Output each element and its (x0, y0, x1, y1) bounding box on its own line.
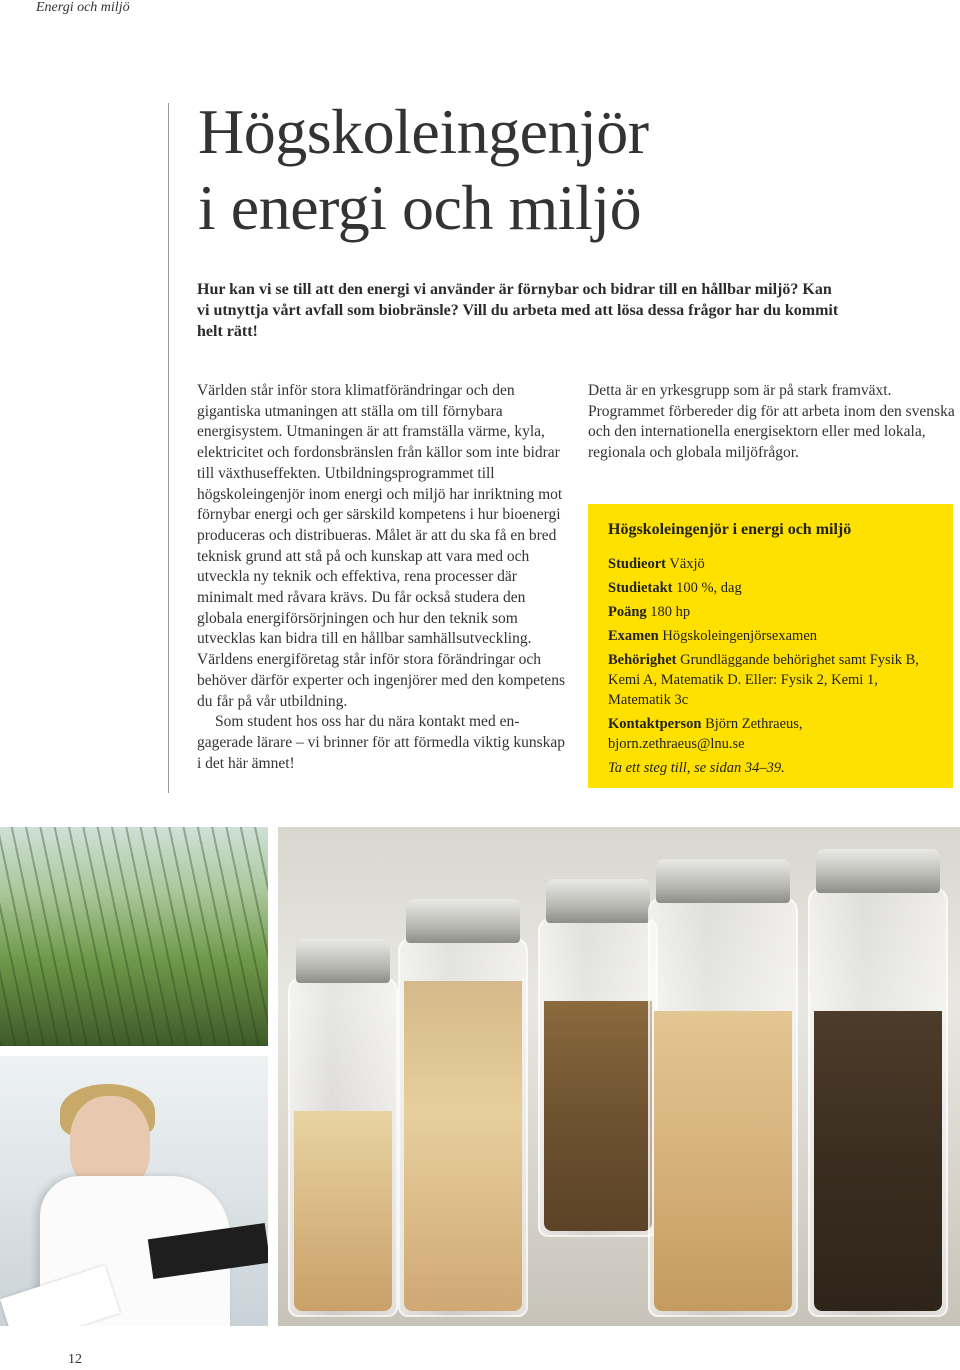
title-line-1: Högskoleingenjör (198, 96, 649, 167)
fact-label: Behörighet (608, 652, 677, 668)
fact-value: 180 hp (650, 604, 691, 620)
sample-jar (398, 937, 528, 1317)
jar-cap (816, 849, 940, 893)
fact-value: 100 %, dag (676, 580, 742, 596)
jar-contents (654, 1011, 792, 1311)
sample-jar (808, 887, 948, 1317)
body-column-left (197, 381, 567, 774)
fact-value: Växjö (669, 556, 705, 572)
jar-contents (544, 1001, 652, 1231)
lab-technician-photo (0, 1056, 268, 1326)
fact-label: Studietakt (608, 580, 673, 596)
seedlings-photo (0, 827, 268, 1046)
program-fact-box (588, 504, 953, 788)
jar-cap (406, 899, 520, 943)
jar-contents (294, 1111, 392, 1311)
fact-label: Poäng (608, 604, 647, 620)
sample-jar (648, 897, 798, 1317)
fact-row-studieort (608, 554, 933, 574)
fact-value: Högskoleingenjörsexamen (662, 628, 818, 644)
page-number: 12 (68, 1352, 82, 1367)
fact-box-note: Ta ett steg till, se sidan 34–39. (608, 760, 785, 776)
jar-cap (656, 859, 790, 903)
body-paragraph: Världen står inför stora klimatförändringar och den gigantiska utmaningen att ställa om till förnybara energisystem. Utmaningen är att framställa värme, kyla, elektricitet och fordonsbränslen från källor som inte bidrar till växthuseffekten. Utbildningsprogrammet till högskoleingenjör inom energi och miljö har inriktning mot förnybar energi och ger särskild kompetens i hur bioenergi produceras och distribueras. Målet är att du ska få en bred teknisk grund att stå på och kunskap att vara med och utveckla ny teknik och effektiva, rena processer där minimalt med råvara krävs. Du får också studera den globala energiförsörjningen och hur den teknik som utvecklas kan bidra till en hållbar samhällsutveckling. Världens energiföretag står inför stora förändringar och behöver därför experter och ingenjörer med den kompetens du får på vår utbildning. (197, 382, 565, 710)
running-head: Energi och miljö (36, 0, 130, 15)
fact-label: Kontaktperson (608, 716, 702, 732)
page-title (198, 94, 649, 246)
body-paragraph: Som student hos oss har du nära kontakt med engagerade lärare – vi brinner för att förmedla viktig kunskap i det här ämnet! (197, 713, 565, 772)
fact-value: Björn Zethraeus, bjorn.zethraeus@lnu.se (608, 716, 803, 752)
lead-paragraph: Hur kan vi se till att den energi vi använder är förnybar och bidrar till en hållbar miljö? Kan vi utnyttja vårt avfall som biobränsle? Vill du arbeta med att lösa dessa frågor har du kommit helt rätt! (197, 281, 839, 340)
fact-row-behorighet (608, 650, 933, 710)
body-paragraph: Detta är en yrkesgrupp som är på stark framväxt. Programmet förbereder dig för att arbeta inom den svenska och den internationella energisektorn eller med lokala, regionala och globala miljöfrågor. (588, 382, 955, 462)
fact-row-studietakt (608, 578, 933, 598)
fact-label: Studieort (608, 556, 666, 572)
sample-jar (288, 977, 398, 1317)
fact-box-title: Högskoleingenjör i energi och miljö (608, 521, 852, 538)
title-line-2: i energi och miljö (198, 172, 642, 243)
vertical-rule (168, 103, 169, 793)
fact-value: Grundläggande behörighet samt Fysik B, Kemi A, Matematik D. Eller: Fysik 2, Kemi 1, Matematik 3c (608, 652, 919, 708)
sample-jar (538, 917, 658, 1237)
jar-cap (546, 879, 650, 923)
fact-row-poang (608, 602, 933, 622)
fact-row-kontaktperson (608, 714, 933, 754)
body-column-right (588, 381, 958, 464)
fact-row-examen (608, 626, 933, 646)
biofuel-sample-jars-photo (278, 827, 960, 1326)
fact-label: Examen (608, 628, 659, 644)
jar-contents (814, 1011, 942, 1311)
jar-cap (296, 939, 390, 983)
jar-contents (404, 981, 522, 1311)
